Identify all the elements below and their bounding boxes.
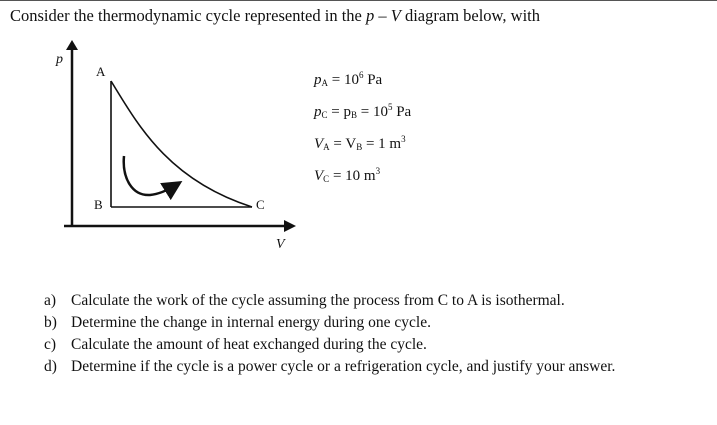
point-a-label: A [96,64,106,79]
p-axis-arrowhead [66,40,78,50]
given-vc-var: V [314,168,324,184]
question-b [44,312,615,334]
given-va-vb [314,134,406,153]
given-pb-exp: 5 [387,102,393,112]
v-axis-label: V [276,237,285,252]
given-pa-exp: 6 [358,70,364,80]
question-d [44,356,615,378]
given-vb-sub: B [356,142,363,152]
question-d-text: Determine if the cycle is a power cycle or a refrigeration cycle, and justify your answer. [71,358,616,375]
intro-prefix: Consider the thermodynamic cycle represented in the [10,6,366,25]
intro-v-symbol: V [390,6,401,25]
intro-p-symbol: p [366,6,375,25]
given-vb-value: = 1 m [362,136,402,152]
point-b-label: B [94,197,103,212]
question-b-marker: b) [44,314,57,331]
given-pc-sub: C [321,110,328,120]
question-list [44,290,615,378]
given-va-sub: A [323,142,330,152]
v-axis-arrowhead [284,220,296,232]
given-pa-var: p [314,72,322,88]
given-pc-var: p [314,104,322,120]
question-c-text: Calculate the amount of heat exchanged during the cycle. [71,336,427,353]
question-a-marker: a) [44,292,57,309]
question-a-text: Calculate the work of the cycle assuming the process from C to A is isothermal. [71,292,565,309]
question-c [44,334,615,356]
intro-dash: – [374,6,391,25]
given-pa [314,70,382,89]
cycle-direction-arrow [124,156,176,195]
question-a [44,290,615,312]
question-c-marker: c) [44,336,57,353]
given-pb-unit: Pa [392,104,412,120]
given-vb-exp: 3 [401,134,406,144]
given-pa-unit: Pa [363,72,383,88]
given-vc [314,166,380,185]
given-pb-value: = 10 [357,104,388,120]
question-d-marker: d) [44,358,57,375]
given-pa-sub: A [321,78,328,88]
given-pb-mid: = p [327,104,351,120]
question-b-text: Determine the change in internal energy during one cycle. [71,314,431,331]
given-pc-pb [314,102,411,121]
intro-suffix: diagram below, with [400,6,540,25]
given-va-var: V [314,136,324,152]
given-vc-value: = 10 m [329,168,376,184]
given-pa-mid: = 10 [328,72,359,88]
given-vc-sub: C [323,174,330,184]
given-vb-mid: = V [329,136,357,152]
given-vc-exp: 3 [375,166,381,176]
given-pb-sub: B [350,110,357,120]
point-c-label: C [256,197,265,212]
p-axis-label: p [56,52,63,67]
